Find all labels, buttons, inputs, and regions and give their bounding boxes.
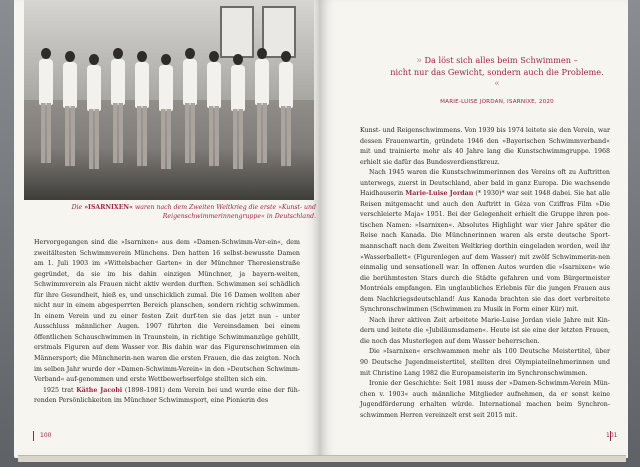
right-page	[320, 0, 628, 458]
swimmer-head	[209, 51, 219, 62]
page-number: 100	[40, 432, 52, 439]
swimmer-legs	[113, 103, 123, 163]
paragraph-text: Nach ihrer aktiven Zeit arbeitete Marie-Luise Jordan viele Jahre mit Kin-dern und leitete die »Jubiläumsdamen«. Heute ist sie eine der letzten Frauen, die noch das Musterlegen auf dem Wasser beherrschen.	[360, 316, 610, 345]
swimmer-legs	[161, 109, 171, 169]
swimmer-legs	[185, 103, 195, 163]
page-edge	[18, 455, 626, 462]
swimmer-body	[183, 59, 197, 105]
swimmer-body	[39, 59, 53, 105]
swimmer-head	[89, 54, 99, 65]
quote-close-mark: «	[494, 79, 500, 89]
photo-window	[220, 6, 254, 58]
paragraph-text: 1925 trat	[43, 386, 77, 394]
swimmer-body	[207, 62, 221, 108]
swimmer-head	[185, 48, 195, 59]
paragraph-text: Die »Isarnixen« erschwammen mehr als 100 Deutsche Meistertitel, über 90 Deutsche Jugendmeistertitel, stellten drei Olympiateilnehmerinnen und mit Christine Lang 1982 die Europameisterin im Synchronschwimmen.	[360, 348, 610, 377]
swimmer-figure	[86, 54, 102, 172]
page-number: 101	[606, 432, 618, 439]
paragraph	[360, 379, 610, 421]
swimmer-figure	[158, 54, 174, 172]
swimmer-legs	[209, 106, 219, 166]
swimmer-legs	[41, 103, 51, 163]
swimmer-legs	[89, 109, 99, 169]
highlighted-name: Käthe Jacobi	[76, 386, 123, 394]
swimmer-figure	[134, 51, 150, 169]
swimmer-body	[87, 65, 101, 111]
quote-line-1	[390, 55, 604, 67]
paragraph-text: Ironie der Geschichte: Seit 1981 muss der »Damen-Schwimm-Verein Mün-chen v. 1903« auch männliche Mitglieder aufnehmen, da er sonst keine Jugendförderung erhalten würde. International machen beim Synchron-schwimmen Herren vereinzelt erst seit 2015 mit.	[360, 380, 610, 419]
swimmer-head	[233, 54, 243, 65]
paragraph-text: (* 1930)* war seit 1948 dabei. Sie hat alle Reisen mitgemacht und auch den Auftritt in Géza von Cziffras Film »Die verschleierte Maja« 1951. Bei der Gelegenheit erhielt die Gruppe ihren poe-tischen Namen: »Isarnixen«. Absolutes Highlight war vier Jahre später die Reise nach Kanada. Die Münchnerinnen waren als erste deutsche Sport-mannschaft nach dem Zweiten Weltkrieg dorthin eingeladen worden, weil ihr »Wasserballett« (Figurenlegen auf dem Wasser) mit zwölf Schwimmerin-nen einmalig und sensationell war. In offenen Autos wurden die »Isarnixen« wie die berühmtesten Stars durch die Städte gefahren und vom Bürgermeister Montréals empfangen. Ein unglaubliches Erlebnis für die jungen Frauen aus dem Nachkriegsdeutschland! Aus Kanada brachten sie das dort verbreitete Synchronschwimmen (Schwimmen zu Musik in Form einer Kür) mit.	[360, 190, 610, 314]
swimmer-head	[161, 54, 171, 65]
swimmer-legs	[257, 103, 267, 163]
paragraph-text: Hervorgegangen sind die »Isarnixen« aus dem »Damen-Schwimm-Ver-ein«, dem zweitältesten Schwimmverein Münchens. Den hatten 16 selbst-bewusste Damen am 1. Juli 1903 im »Wittelsbacher Garten« in der Münchner Theresienstraße gegründet, da sie im bis dahin einzigen Münchner, ja bayern-weiten, Schwimmverein als Frauen nicht aktiv werden durften. Schwimmen sei schädlich für ihre Gesundheit, hieß es, und unschicklich zumal. Die 16 Damen wollten aber nicht nur in einem abgesperrten Bereich planschen, sondern richtig schwimmen. In einem Verein und zu einer festen Zeit durf-ten sie das jetzt nun – unter Ausschluss männlicher Augen. 1907 führten die Vereinsdamen bei einem öffentlichen Schauschwimmen in Traunstein, in richtige Schwimmanzüge gehüllt, erstmals Figuren auf dem Wasser vor. Bis dahin war das Figurenschwimmen ein Männersport; die Münchnerin-nen waren die ersten Frauen, die das zeigten. Noch im selben Jahr wurde der »Damen-Schwimm-Verein« in den »Deutschen Schwimm-Verband« auf-genommen und erste Wettbewerbserfolge stellten sich ein.	[34, 239, 300, 384]
swimmer-figure	[62, 51, 78, 169]
swimmer-figure	[110, 48, 126, 166]
pull-quote	[390, 55, 604, 105]
paragraph	[360, 168, 610, 316]
swimmer-head	[137, 51, 147, 62]
swimmer-body	[255, 59, 269, 105]
paragraph-text: Kunst- und Reigenschwimmens. Von 1939 bis 1974 leitete sie den Verein, war dessen Frauenwartin, gründete 1946 den »Bayerischen Schwimmverband« mit und trainierte mehr als 40 Jahre lang die Kunstschwimmgruppe. 1968 erhielt sie dafür das Bundesverdienstkreuz.	[360, 127, 610, 166]
swimmer-head	[41, 48, 51, 59]
swimmer-figure	[182, 48, 198, 166]
photo-caption	[54, 204, 316, 221]
open-book	[14, 0, 630, 462]
paragraph	[360, 316, 610, 348]
quote-source: MARIE-LUISE JORDAN, ISARNIXE, 2020	[440, 99, 554, 105]
historic-photo-swimmers	[24, 0, 314, 200]
swimmer-body	[111, 59, 125, 105]
swimmer-body	[231, 65, 245, 111]
quote-open-mark: »	[416, 56, 422, 66]
right-body-text	[360, 126, 610, 421]
caption-rest: waren nach dem Zweiten Weltkrieg die erste »Kunst- und Reigenschwimmerinnengruppe« in Deutschland.	[132, 204, 316, 220]
swimmer-body	[279, 62, 293, 108]
swimmer-legs	[65, 106, 75, 166]
swimmer-figure	[38, 48, 54, 166]
swimmer-figure	[206, 51, 222, 169]
left-body-text	[34, 238, 300, 407]
paragraph	[34, 238, 300, 386]
swimmer-figure	[230, 54, 246, 172]
swimmer-legs	[281, 106, 291, 166]
swimmer-legs	[137, 106, 147, 166]
swimmer-head	[113, 48, 123, 59]
swimmer-head	[65, 51, 75, 62]
caption-lead: Die	[71, 204, 85, 211]
page-number-rule	[33, 431, 34, 441]
caption-name: »ISARNIXEN«	[84, 204, 133, 211]
swimmer-body	[63, 62, 77, 108]
swimmer-legs	[233, 109, 243, 169]
left-page	[14, 0, 320, 458]
highlighted-name: Marie-Luise Jordan	[405, 190, 474, 198]
quote-line-2	[390, 67, 604, 90]
paragraph	[360, 126, 610, 168]
paragraph-text: Nach 1945 waren die Kunstschwimmerinnen des Vereins oft zu Auftritten unterwegs, zuerst in Deutschland, aber bald in ganz Europa. Die wachsende Haidhauserin	[360, 169, 610, 198]
swimmer-figure	[254, 48, 270, 166]
paragraph	[34, 386, 300, 407]
quote-text-2: nicht nur das Gewicht, sondern auch die Probleme.	[390, 67, 604, 77]
paragraph	[360, 347, 610, 379]
quote-text-1: Da löst sich alles beim Schwimmen –	[424, 55, 578, 65]
paragraph-text: (1898–1981) dem Verein bei und wurde eine der füh-renden Persönlichkeiten im Münchner Schwimmsport, eine Pionierin des	[34, 386, 300, 405]
swimmer-head	[281, 51, 291, 62]
swimmer-head	[257, 48, 267, 59]
swimmer-body	[159, 65, 173, 111]
swimmer-body	[135, 62, 149, 108]
swimmer-figure	[278, 51, 294, 169]
